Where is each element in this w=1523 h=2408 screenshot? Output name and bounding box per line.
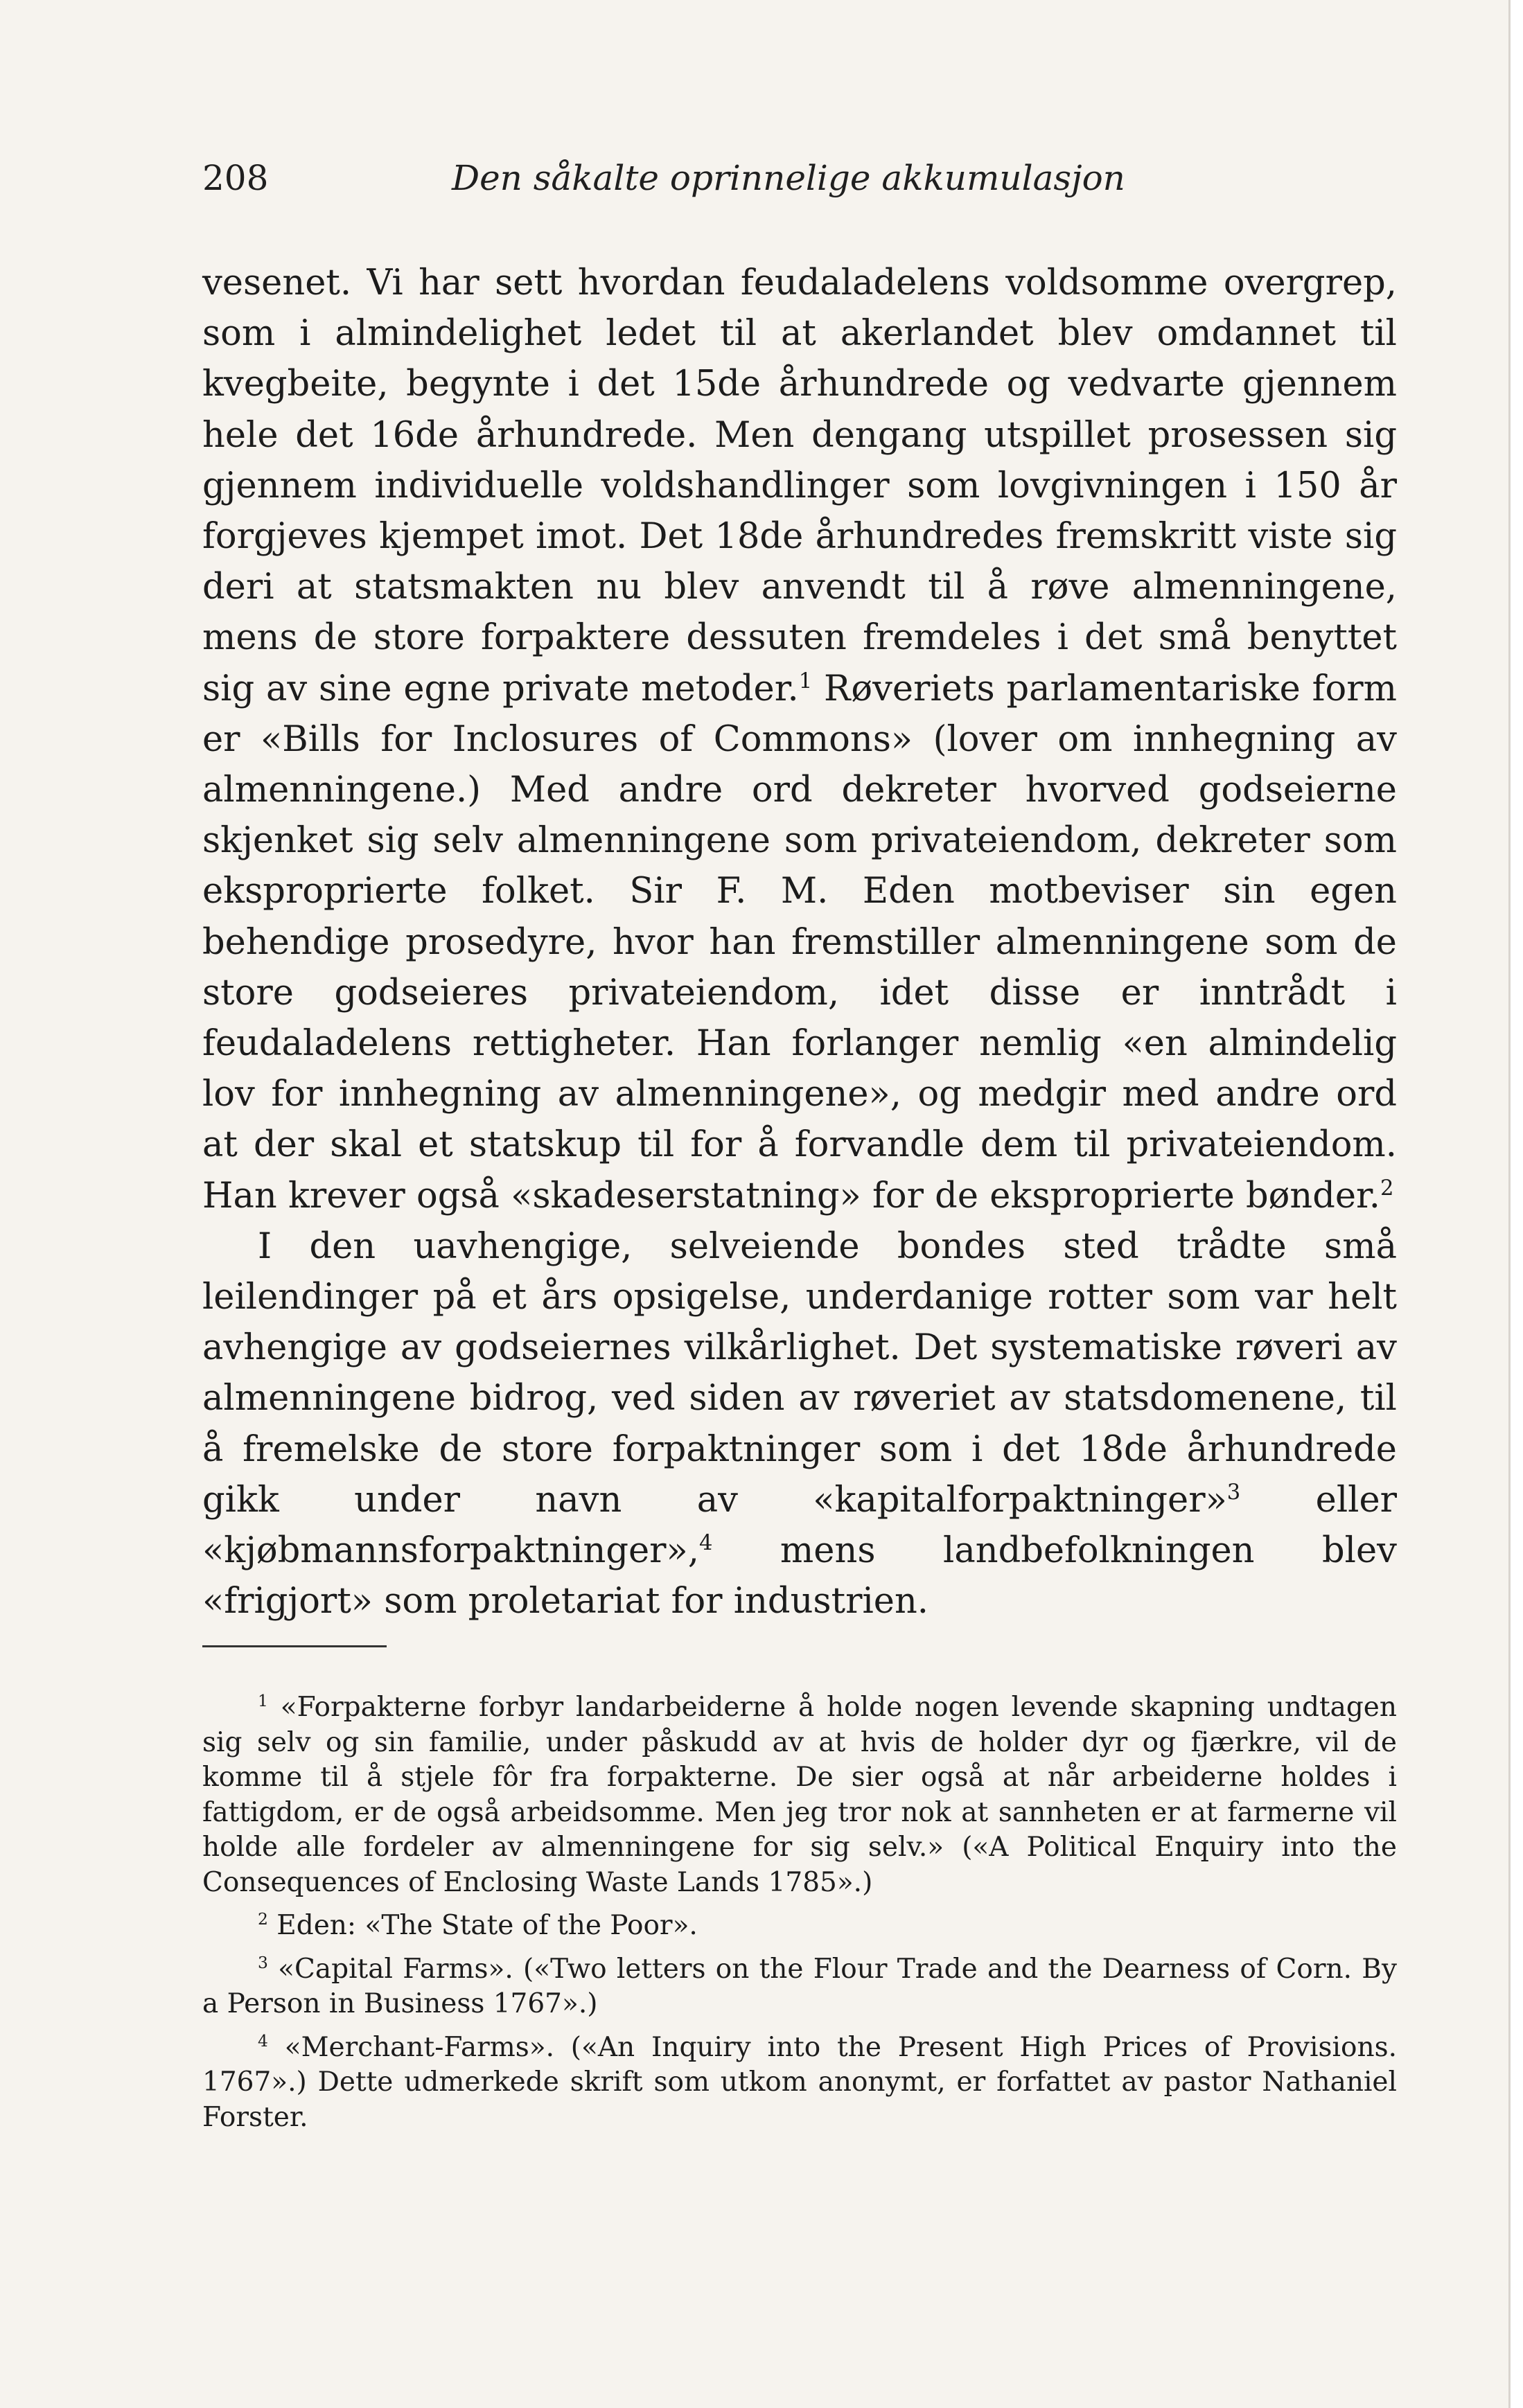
footnote-text: «Merchant-Farms». («An Inquiry into the Present High Prices of Provisions. 1767».) Dette udmerkede skrift som utkom anonymt, er forfattet av pastor Nathaniel Forster. xyxy=(202,2031,1397,2133)
footnotes xyxy=(202,1690,1397,2143)
paragraph-2-part-2: eller «kjøbmannsforpaktninger», xyxy=(202,1479,1398,1572)
page-header xyxy=(202,158,1397,213)
footnote-text: Eden: «The State of the Poor». xyxy=(276,1910,698,1941)
footnote-number: 4 xyxy=(258,2030,268,2051)
footnote-1 xyxy=(202,1690,1397,1900)
body-text xyxy=(202,258,1397,1627)
paragraph-1 xyxy=(202,258,1397,1221)
footnote-3 xyxy=(202,1952,1397,2022)
footnote-4 xyxy=(202,2030,1397,2136)
running-title: Den såkalte oprinnelige akkumulasjon xyxy=(452,158,1125,198)
footnote-ref-1[interactable]: 1 xyxy=(798,669,813,693)
footnote-number: 2 xyxy=(258,1909,268,1929)
footnote-text: «Forpakterne forbyr landarbeiderne å holde nogen levende skapning undtagen sig selv og sin familie, under påskudd av at hvis de holder dyr og fjærkre, vil de komme til å stjele fôr fra forpakterne. De sier også at når arbeiderne holdes i fattigdom, er de også arbeidsomme. Men jeg tror nok at sannheten er at farmerne vil holde alle fordeler av almenningene for sig selv.» («A Political Enquiry into the Consequences of Enclosing Waste Lands 1785».) xyxy=(202,1692,1397,1898)
footnote-2 xyxy=(202,1909,1397,1944)
paragraph-2-part-3: mens landbefolkningen blev «frigjort» som proletariat for industrien. xyxy=(202,1530,1397,1622)
paragraph-2-part-1: I den uavhengige, selveiende bondes sted trådte små leilendinger på et års opsigelse, underdanige rotter som var helt avhengige av godseiernes vilkårlighet. Det systematiske røveri av almenningene bidrog, ved siden av røveriet av statsdomenene, til å fremelske de store forpaktninger som i det 18de århundrede gikk under navn av «kapitalforpaktninger» xyxy=(202,1225,1397,1521)
paragraph-1-part-2: Røveriets parlamentariske form er «Bills for Inclosures of Commons» (lover om innhegning av almenningene.) Med andre ord dekreter hvorved godseierne skjenket sig selv almenningene som privateiendom, dekreter som eksproprierte folket. Sir F. M. Eden motbeviser sin egen behendige prosedyre, hvor han fremstiller almenningene som de store godseieres privateiendom, idet disse er inntrådt i feudaladelens rettigheter. Han forlanger nemlig «en almindelig lov for innhegning av almenningene», og medgir med andre ord at der skal et statskup til for å forvandle dem til privateiendom. Han krever også «skadeserstatning» for de eksproprierte bønder. xyxy=(202,668,1397,1216)
paragraph-1-part-1: vesenet. Vi har sett hvordan feudaladelens voldsomme overgrep, som i almindelighet ledet til at akerlandet blev omdannet til kvegbeite, begynte i det 15de århundrede og vedvarte gjennem hele det 16de århundrede. Men dengang utspillet prosessen sig gjennem individuelle voldshandlinger som lovgivningen i 150 år forgjeves kjempet imot. Det 18de århundredes fremskritt viste sig deri at statsmakten nu blev anvendt til å røve almenningene, mens de store forpaktere dessuten fremdeles i det små benyttet sig av sine egne private metoder. xyxy=(202,263,1397,709)
footnote-ref-2[interactable]: 2 xyxy=(1380,1176,1394,1201)
footnote-number: 3 xyxy=(258,1952,268,1972)
footnote-ref-3[interactable]: 3 xyxy=(1226,1480,1241,1505)
page-number: 208 xyxy=(202,158,269,198)
footnote-ref-4[interactable]: 4 xyxy=(698,1531,713,1556)
footnote-number: 1 xyxy=(258,1691,268,1710)
footnote-divider xyxy=(202,1645,387,1647)
paragraph-2 xyxy=(202,1221,1397,1627)
footnote-text: «Capital Farms». («Two letters on the Flour Trade and the Dearness of Corn. By a Person in Business 1767».) xyxy=(202,1953,1397,2019)
